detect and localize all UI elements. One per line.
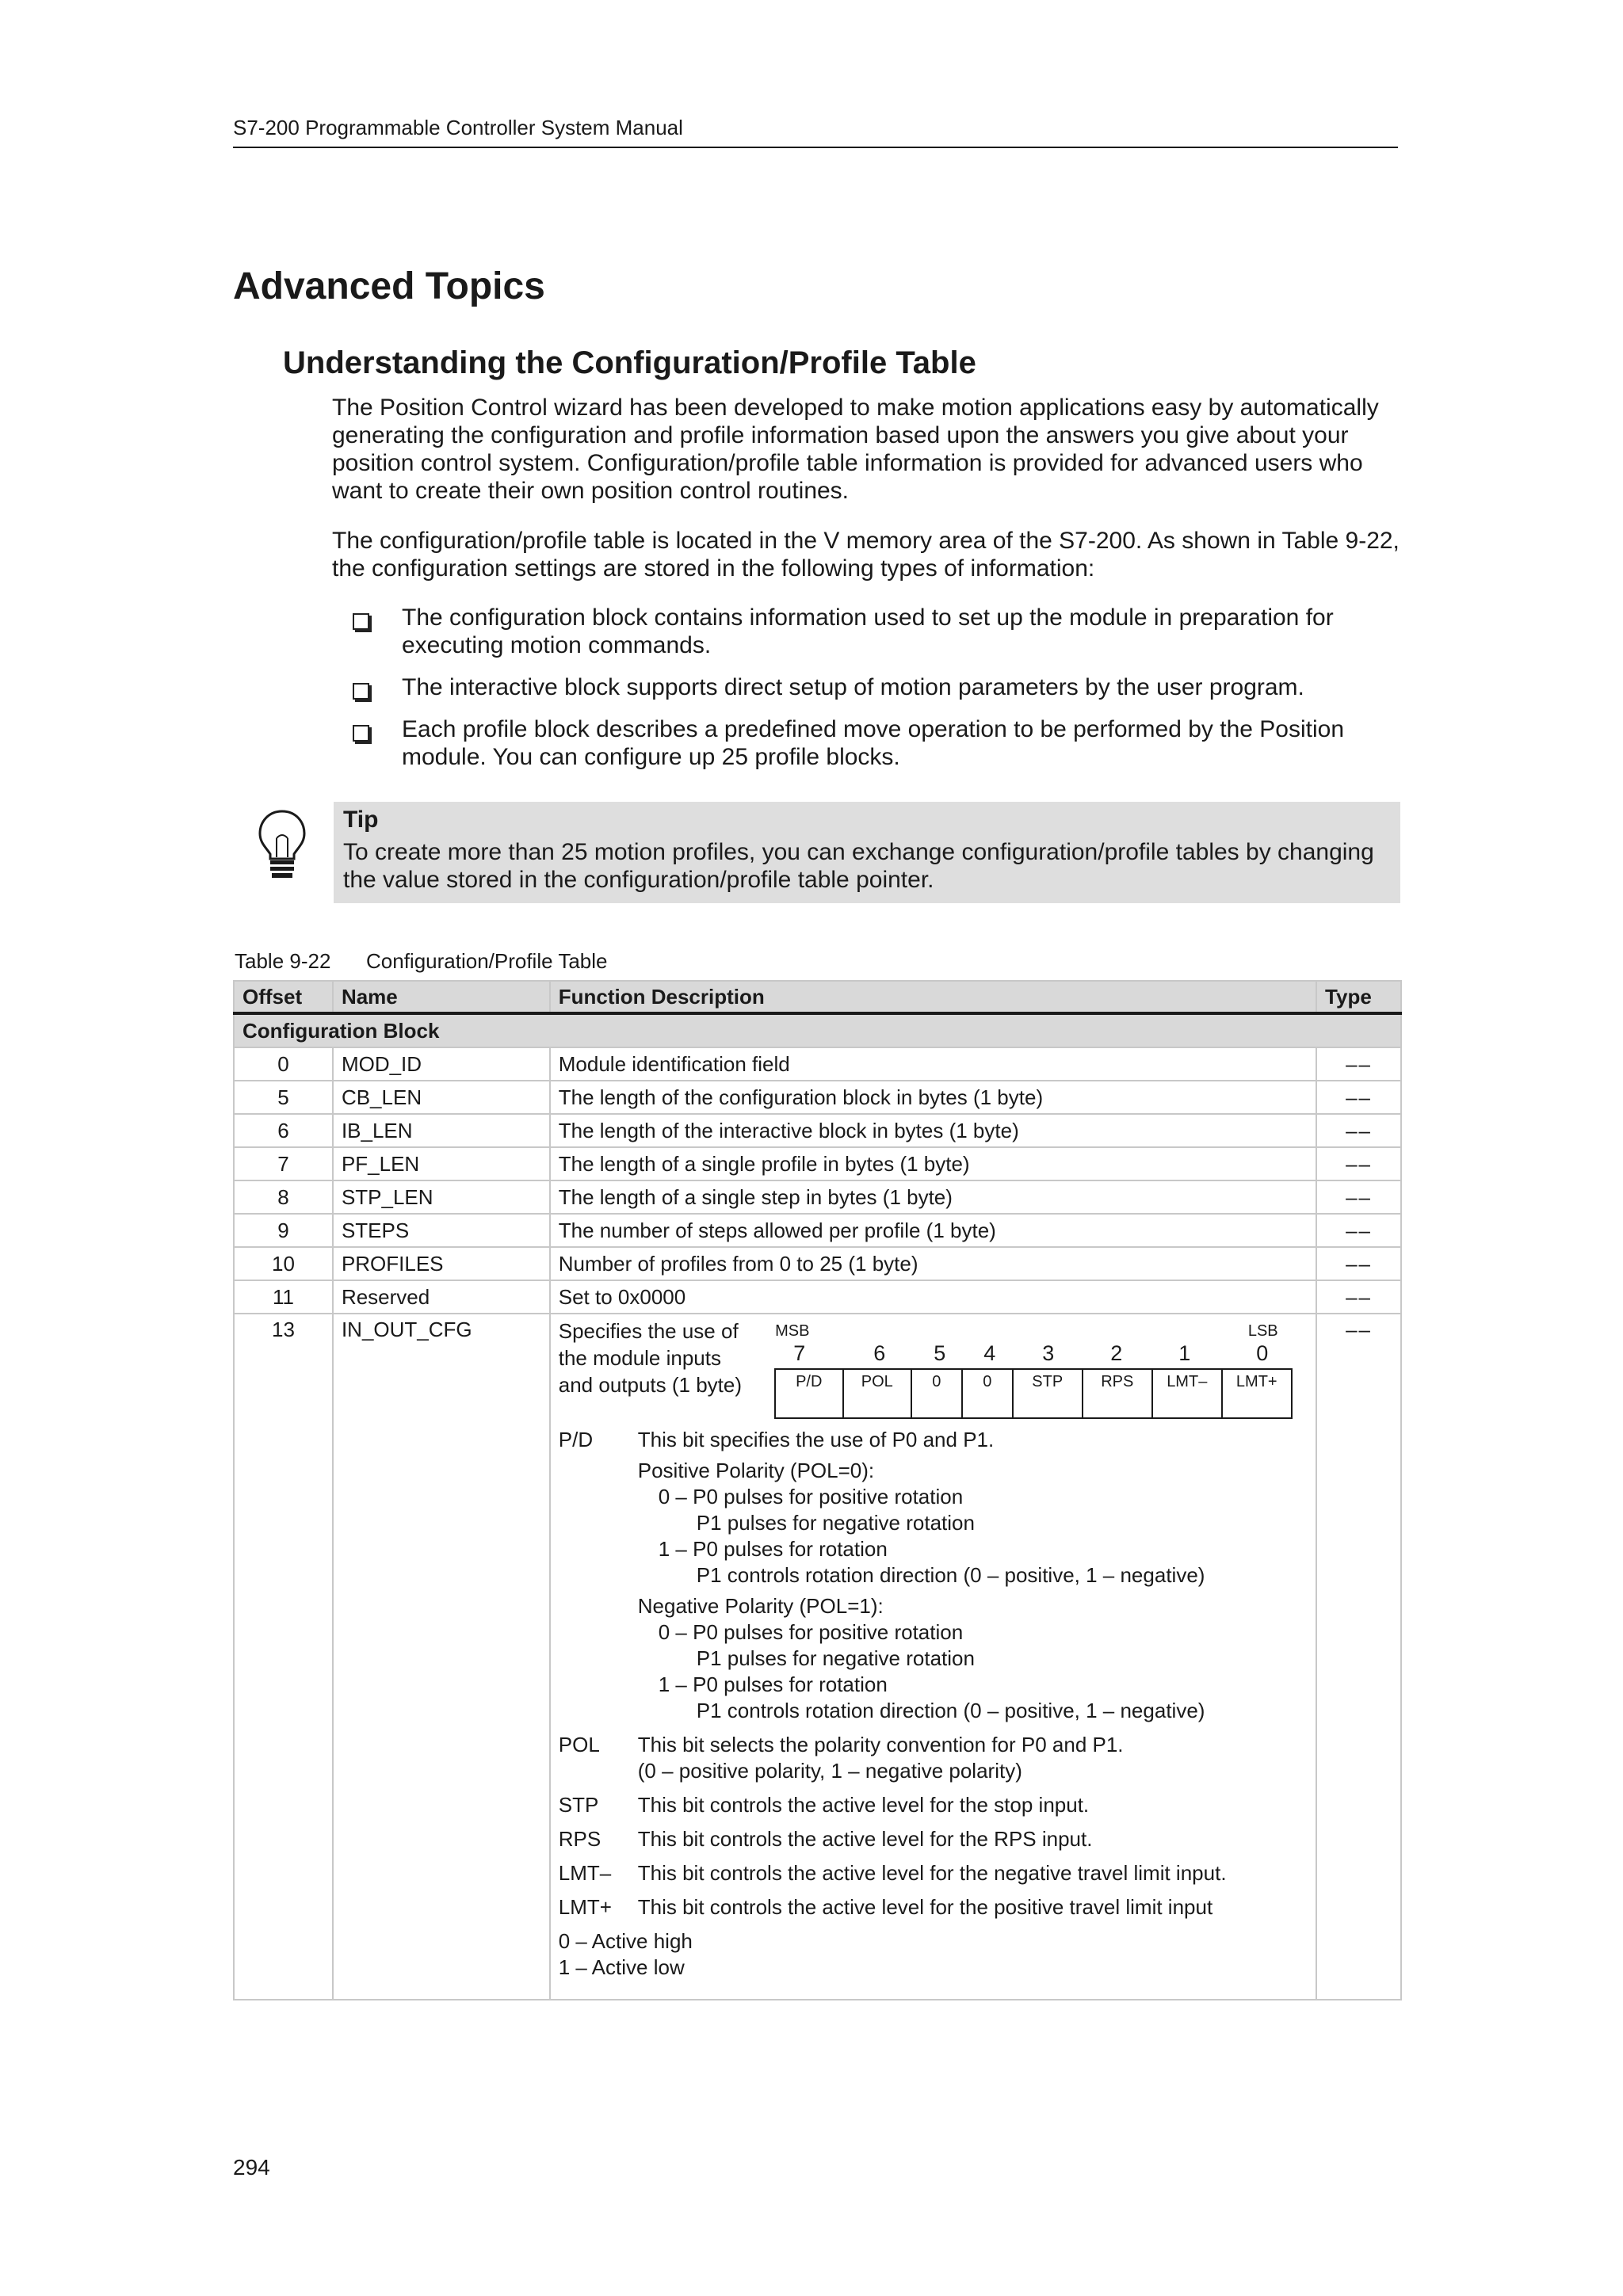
bit-cell: RPS — [1083, 1369, 1152, 1418]
table-caption — [235, 949, 607, 974]
def-lmt-minus: LMT– This bit controls the active level for the negative travel limit input. — [558, 1861, 1227, 1885]
list-item: Each profile block describes a predefined move operation to be performed by the Position module. You can configure up 25 profile blocks. — [332, 715, 1402, 771]
list-item: The interactive block supports direct setup of motion parameters by the user program. — [332, 673, 1402, 701]
def-pd: P/D This bit specifies the use of P0 and P1. Positive Polarity (POL=0): 0 – P0 pulses for positive rotation P1 pulses for negative rotation 1 – P0 pulses for rotation P1 controls rotation direction (0 – positive, 1 – negative) Negative Polarity (POL=1): 0 – P0 pulses for positive rotation P1 pulses for negative rotation 1 – P0 pulses for rotation P1 controls rotation direction (0 – positive, 1 – negative) — [558, 1428, 1205, 1722]
lightbulb-icon — [257, 808, 307, 885]
table-row: 9 STEPS The number of steps allowed per profile (1 byte) –– — [234, 1214, 1401, 1247]
bit-cell: LMT– — [1152, 1369, 1222, 1418]
in-out-cfg-description — [550, 1314, 1316, 2000]
cfg-intro: Specifies the use of the module inputs and outputs (1 byte) — [558, 1319, 743, 1397]
table-row: 6 IB_LEN The length of the interactive block in bytes (1 byte) –– — [234, 1114, 1401, 1147]
bit-number: 1 — [1178, 1341, 1191, 1365]
def-pol: POL This bit selects the polarity convention for P0 and P1. (0 – positive polarity, 1 – negative polarity) — [558, 1733, 1124, 1783]
msb-label: MSB — [775, 1322, 810, 1340]
intro-paragraph: The Position Control wizard has been developed to make motion applications easy by automatically generating the configuration and profile information based upon the answers you give about your position control system. Configuration/profile table information is provided for advanced users who want to create their own position control routines. — [332, 395, 1379, 504]
table-row: 0 MOD_ID Module identification field –– — [234, 1047, 1401, 1081]
table-row: 11 Reserved Set to 0x0000 –– — [234, 1280, 1401, 1314]
table-row: 5 CB_LEN The length of the configuration block in bytes (1 byte) –– — [234, 1081, 1401, 1114]
section-title: Understanding the Configuration/Profile Table — [283, 345, 976, 380]
bit-number: 5 — [934, 1341, 946, 1365]
running-header: S7-200 Programmable Controller System Manual — [233, 116, 683, 139]
checkbox-bullet-icon — [353, 725, 369, 742]
bit-number-header — [773, 1322, 1288, 1370]
checkbox-bullet-icon — [353, 613, 369, 630]
table-row: 10 PROFILES Number of profiles from 0 to 25 (1 byte) –– — [234, 1247, 1401, 1280]
bit-cell: 0 — [911, 1369, 962, 1418]
table-number: Table 9-22 — [235, 949, 331, 973]
function-header: Function Description — [550, 981, 1316, 1013]
def-lmt-plus: LMT+ This bit controls the active level for the positive travel limit input — [558, 1895, 1213, 1919]
section-label: Configuration Block — [234, 1013, 1401, 1047]
bit-number: 2 — [1110, 1341, 1123, 1365]
offset-header: Offset — [234, 981, 333, 1013]
active-level-legend: 0 – Active high 1 – Active low — [558, 1929, 693, 1979]
configuration-profile-table — [233, 980, 1402, 2000]
name-header: Name — [333, 981, 550, 1013]
lsb-label: LSB — [1247, 1322, 1278, 1340]
tip-text: To create more than 25 motion profiles, you can exchange configuration/profile tables by changing the value stored in the configuration/profile table pointer. — [343, 839, 1374, 893]
tip-label: Tip — [343, 807, 379, 833]
tip-box — [334, 802, 1400, 903]
bit-cell: P/D — [775, 1369, 843, 1418]
bit-cell: STP — [1013, 1369, 1083, 1418]
section-row — [234, 1013, 1401, 1047]
def-key: P/D — [558, 1428, 594, 1451]
table-header-row — [234, 981, 1401, 1013]
in-out-cfg-row: 13 IN_OUT_CFG Specifies the use of the module inputs and outputs (1 byte) MSB LSB 7 6 5 4 3 2 1 0 P/D POL 0 0 STP RPS LMT– LMT+ P/D This bit specifies the use of P0 and P1. Positive Polarity (POL=0): 0 – P0 pulses for positive rotation P1 pulses for negative rotation 1 – P0 pulses for rotation P1 controls rotation direction (0 – positive, 1 – negative) Negative Polarity (POL=1): 0 – P0 pulses for positive rotation P1 pulses for negative rotation 1 – P0 pulses for rotation P1 controls rotation direction (0 – positive, 1 – negative) POL This bit selects the polarity convention for P0 and P1. (0 – positive polarity, 1 – negative polarity) STP This bit controls the active level for the stop input. RPS This bit controls the active level for the RPS input. LMT– This bit controls the active level for the negative travel limit input. LMT+ This bit controls the active level for the positive travel limit input 0 – Active high 1 – Active low –– — [234, 1314, 1401, 2000]
bit-cell: POL — [843, 1369, 911, 1418]
bit-cell: 0 — [962, 1369, 1013, 1418]
table-row: 7 PF_LEN The length of a single profile in bytes (1 byte) –– — [234, 1147, 1401, 1180]
location-paragraph: The configuration/profile table is located in the V memory area of the S7-200. As shown in Table 9-22, the configuration settings are stored in the following types of information: — [332, 528, 1400, 582]
table-row: 8 STP_LEN The length of a single step in bytes (1 byte) –– — [234, 1180, 1401, 1214]
bit-definitions — [559, 1427, 1272, 1981]
chapter-title: Advanced Topics — [233, 265, 545, 307]
header-rule — [233, 147, 1398, 148]
def-rps: RPS This bit controls the active level for the RPS input. — [558, 1827, 1093, 1851]
info-type-list — [332, 604, 1402, 785]
type-header: Type — [1316, 981, 1401, 1013]
checkbox-bullet-icon — [353, 683, 369, 700]
bit-number: 3 — [1042, 1341, 1055, 1365]
def-stp: STP This bit controls the active level for the stop input. — [558, 1793, 1090, 1817]
list-item: The configuration block contains information used to set up the module in preparation for executing motion commands. — [332, 604, 1402, 659]
bit-number: 0 — [1256, 1341, 1269, 1365]
table-title: Configuration/Profile Table — [366, 949, 608, 973]
bit-layout — [774, 1368, 1293, 1419]
bit-number: 4 — [983, 1341, 996, 1365]
bit-number: 7 — [793, 1341, 806, 1365]
bit-number: 6 — [873, 1341, 886, 1365]
page-number: 294 — [233, 2155, 270, 2180]
bit-cell: LMT+ — [1222, 1369, 1292, 1418]
